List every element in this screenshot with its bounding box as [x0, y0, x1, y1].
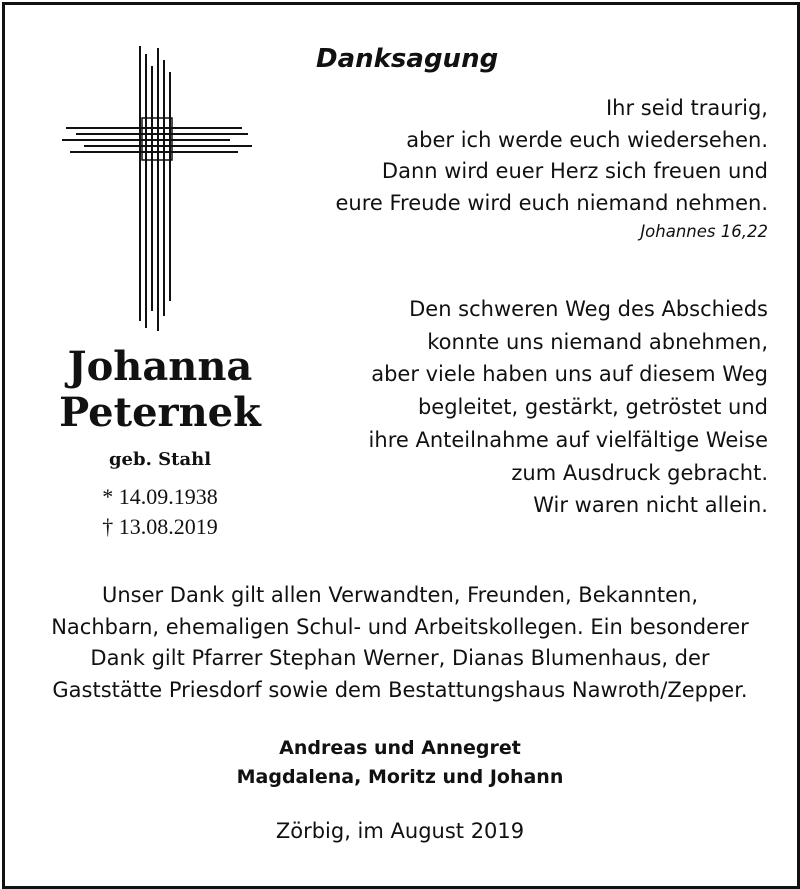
cross-icon	[62, 46, 252, 331]
birth-date: * 14.09.1938	[102, 484, 218, 509]
deceased-first-name: Johanna	[67, 343, 253, 390]
farewell-text	[369, 293, 768, 522]
bible-verse	[335, 93, 768, 219]
verse-line: Dann wird euer Herz sich freuen und	[381, 159, 768, 183]
verse-reference: Johannes 16,22	[640, 222, 768, 241]
farewell-line: begleitet, gestärkt, getröstet und	[417, 395, 768, 420]
signer-line: Magdalena, Moritz und Johann	[236, 766, 564, 788]
death-date: † 13.08.2019	[102, 514, 218, 539]
thanks-line: Gaststätte Priesdorf sowie dem Bestattungshaus Nawroth/Zepper.	[52, 677, 748, 702]
farewell-line: zum Ausdruck gebracht.	[511, 460, 768, 485]
thanks-text	[0, 580, 800, 706]
verse-line: Ihr seid traurig,	[605, 96, 768, 120]
notice-heading: Danksagung	[316, 44, 499, 74]
thanks-line: Dank gilt Pfarrer Stephan Werner, Dianas Blumenhaus, der	[90, 646, 710, 670]
farewell-line: Den schweren Weg des Abschieds	[409, 297, 768, 321]
signers	[0, 734, 800, 792]
farewell-line: ihre Anteilnahme auf vielfältige Weise	[368, 427, 768, 452]
deceased-last-name: Peternek	[59, 389, 261, 436]
place-date: Zörbig, im August 2019	[275, 819, 525, 843]
deceased-info	[40, 344, 280, 542]
farewell-line: Wir waren nicht allein.	[533, 493, 768, 518]
thanks-line: Nachbarn, ehemaligen Schul- und Arbeitskollegen. Ein besonderer	[51, 614, 749, 639]
maiden-name: geb. Stahl	[108, 449, 212, 470]
farewell-line: aber viele haben uns auf diesem Weg	[371, 362, 768, 387]
thanks-line: Unser Dank gilt allen Verwandten, Freunden, Bekannten,	[101, 583, 699, 607]
verse-line: aber ich werde euch wiedersehen.	[406, 127, 768, 152]
verse-line: eure Freude wird euch niemand nehmen.	[335, 190, 768, 215]
farewell-line: konnte uns niemand abnehmen,	[427, 329, 768, 354]
signer-line: Andreas und Annegret	[279, 737, 521, 759]
